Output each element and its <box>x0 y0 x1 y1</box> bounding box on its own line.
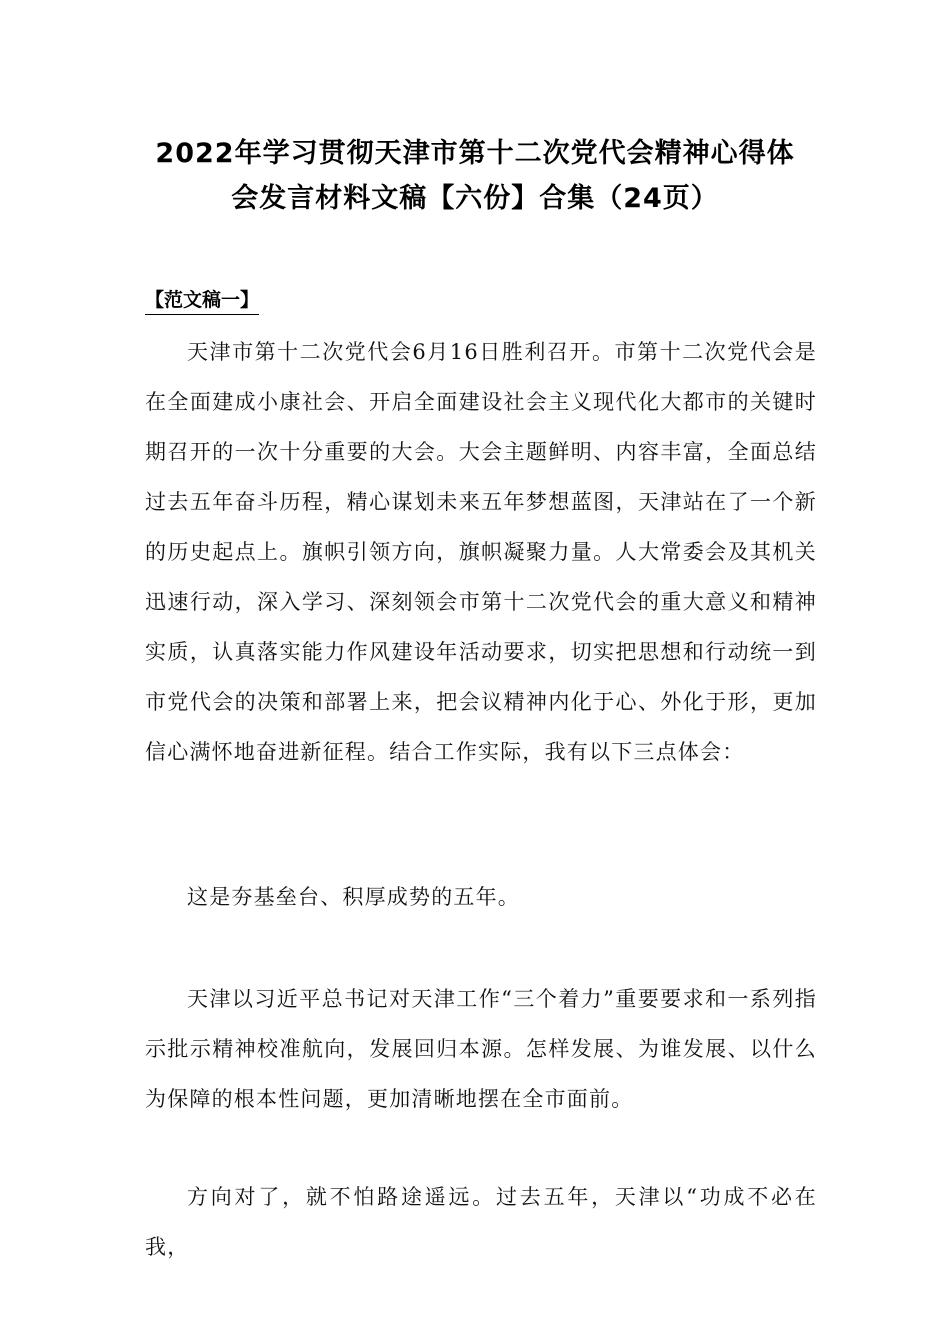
document-title-line-2: 会发言材料文稿【六份】合集（24页） <box>231 183 719 214</box>
paragraph-4: 方向对了，就不怕路途遥远。过去五年，天津以“功成不必在我， <box>145 1185 817 1259</box>
paragraph-2: 这是夯基垒台、积厚成势的五年。 <box>187 885 520 909</box>
section-label: 【范文稿一】 <box>145 286 259 315</box>
document-title-line-1: 2022年学习贯彻天津市第十二次党代会精神心得体 <box>155 138 795 169</box>
paragraph-1: 天津市第十二次党代会6月16日胜利召开。市第十二次党代会是在全面建成小康社会、开启全面建设社会主义现代化大都市的关键时期召开的一次十分重要的大会。大会主题鲜明、内容丰富，全面总结过去五年奋斗历程，精心谋划未来五年梦想蓝图，天津站在了一个新的历史起点上。旗帜引领方向，旗帜凝聚力量。人大常委会及其机关迅速行动，深入学习、深刻领会市第十二次党代会的重大意义和精神实质，认真落实能力作风建设年活动要求，切实把思想和行动统一到市党代会的决策和部署上来，把会议精神内化于心、外化于形，更加信心满怀地奋进新征程。结合工作实际，我有以下三点体会： <box>145 340 817 764</box>
paragraph-3: 天津以习近平总书记对天津工作“三个着力”重要要求和一系列指示批示精神校准航向，发展回归本源。怎样发展、为谁发展、以什么为保障的根本性问题，更加清晰地摆在全市面前。 <box>145 987 817 1111</box>
